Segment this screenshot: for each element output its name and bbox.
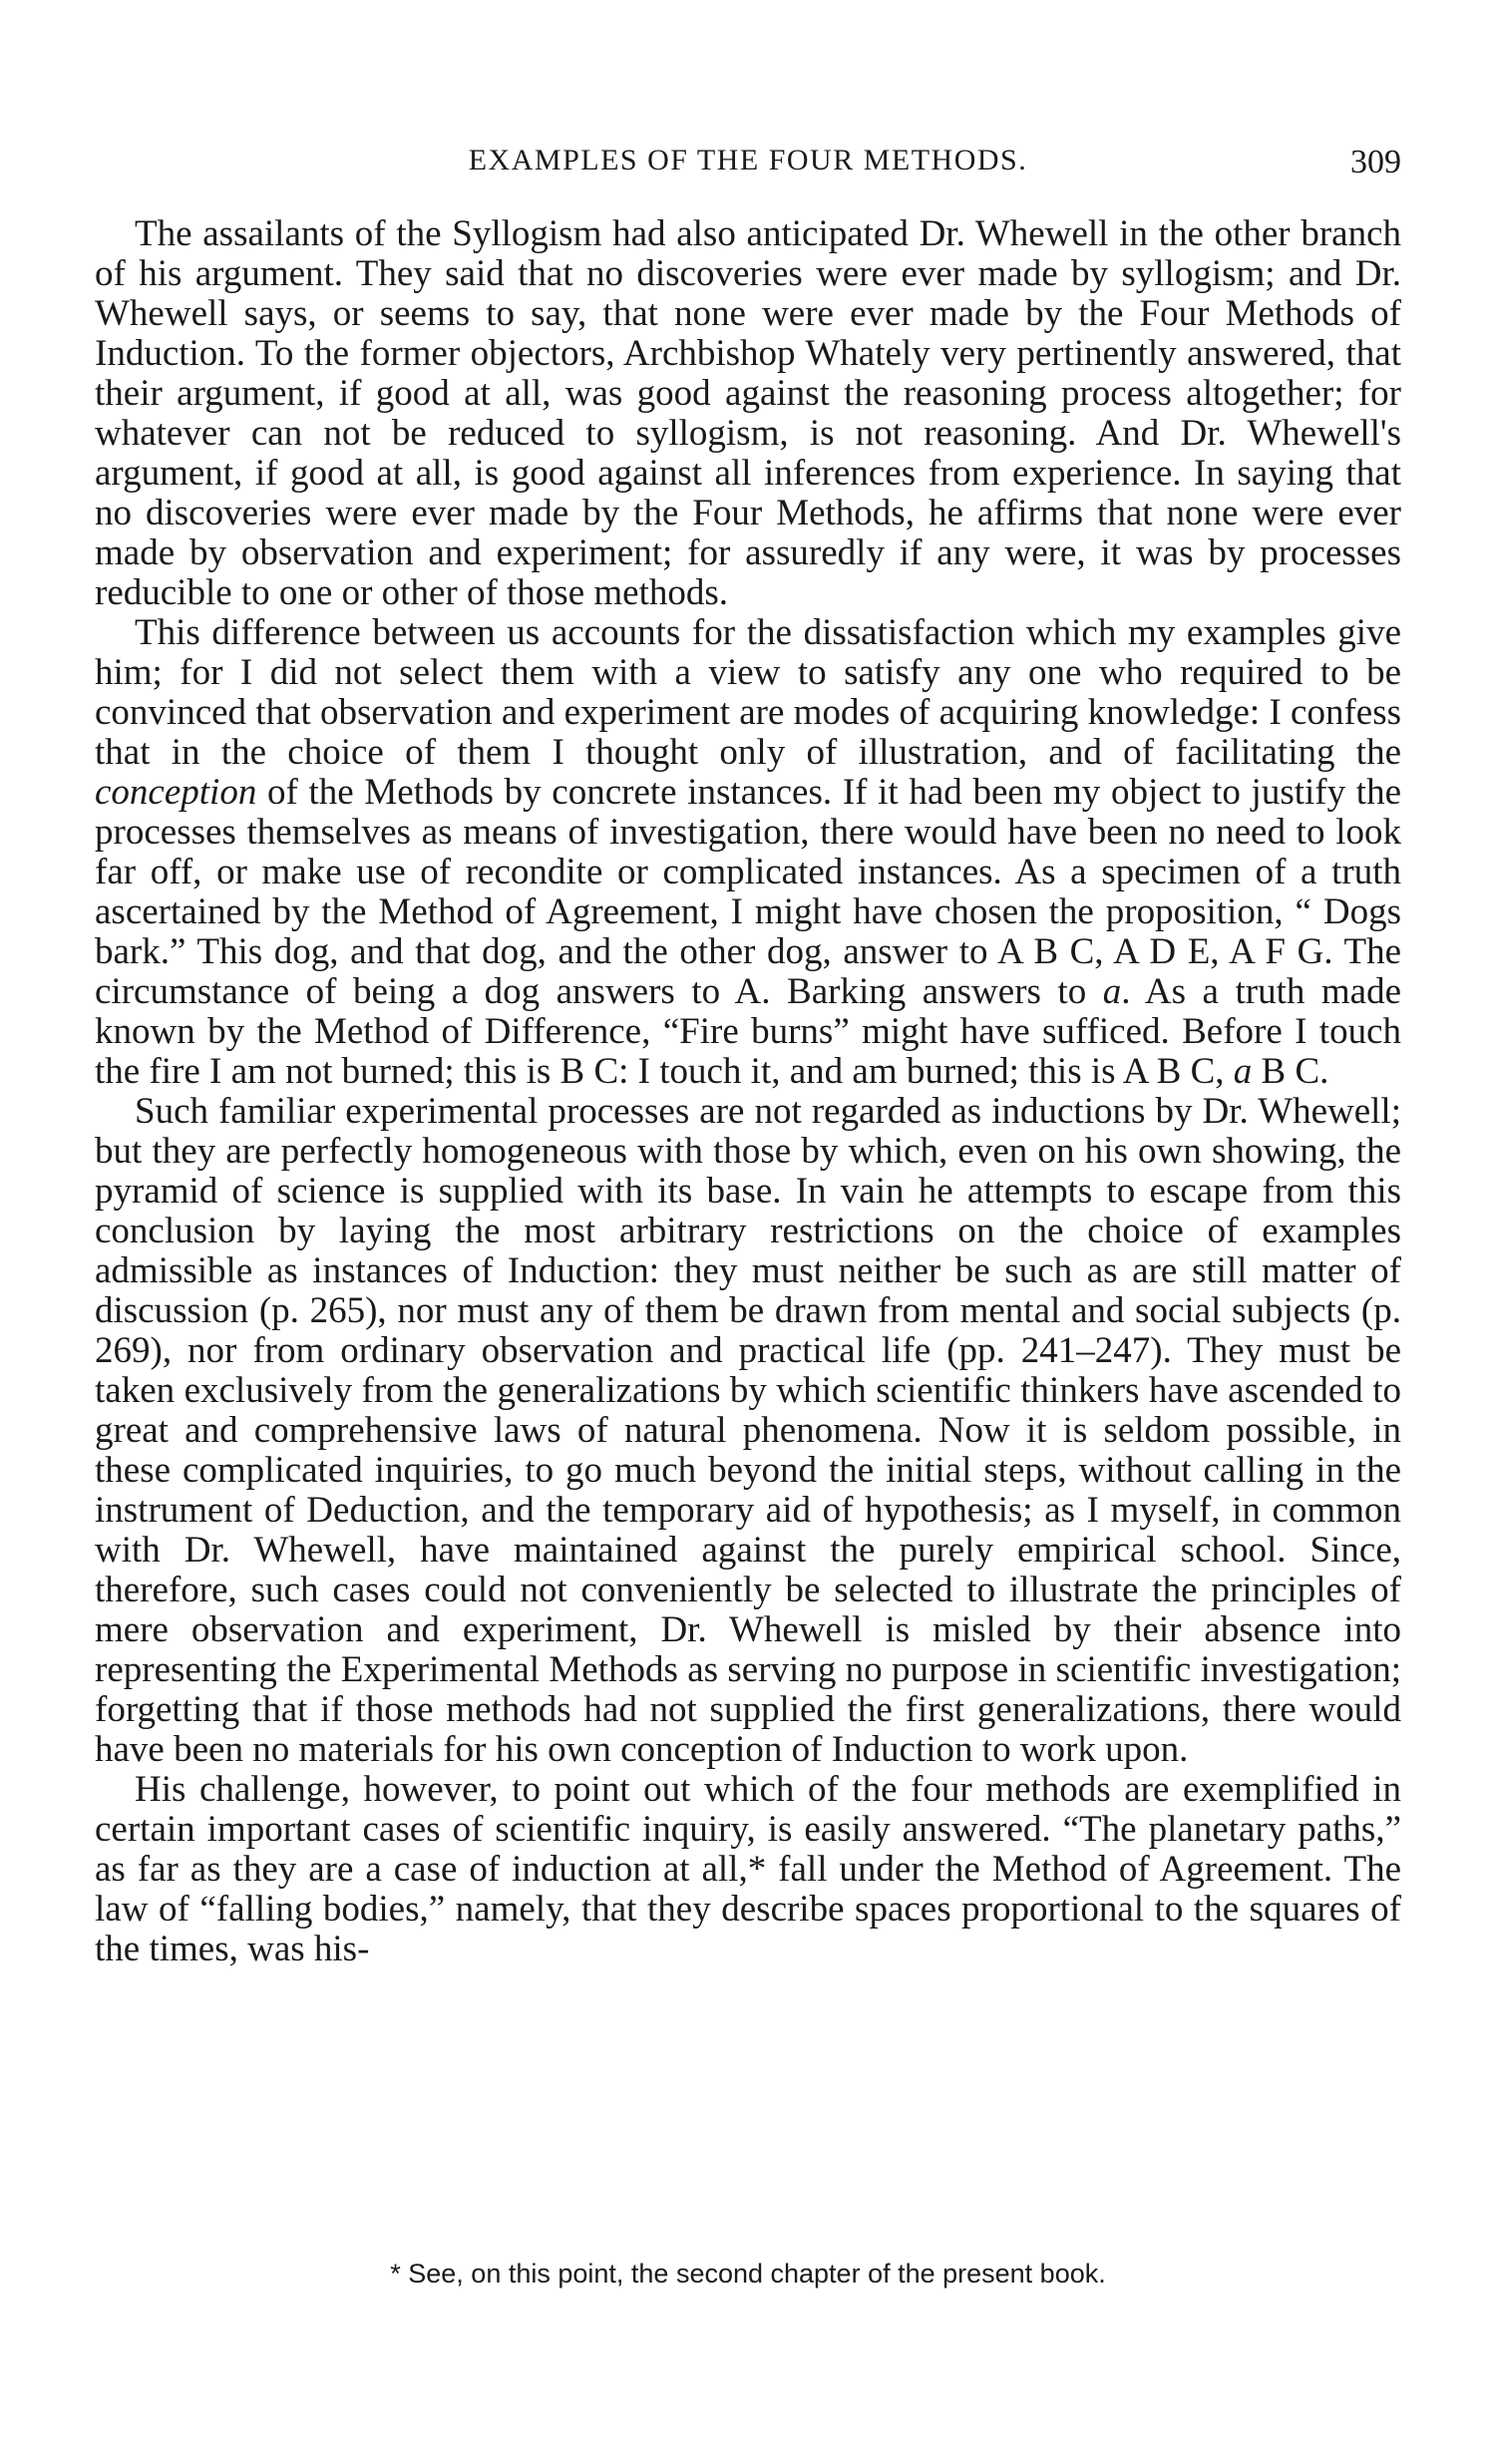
paragraph-1: The assailants of the Syllogism had also anticipated Dr. Whewell in the other branch of his argument. They said that no discoveries were ever made by syllogism; and Dr. Whewell says, or seems to say, that none were ever made by the Four Methods of Induction. To the former objectors, Archbishop Whately very pertinently answered, that their argument, if good at all, was good against the reasoning process altogether; for whatever can not be reduced to syllogism, is not reasoning. And Dr. Whewell's argument, if good at all, is good against all inferences from experience. In saying that no discoveries were ever made by the Four Methods, he affirms that none were ever made by observation and experiment; for assuredly if any were, it was by processes reducible to one or other of those methods.	[95, 213, 1401, 613]
running-head	[95, 140, 1401, 189]
paragraph-2-text-a: This difference between us accounts for the dissatisfaction which my examples give him; for I did not select them with a view to satisfy any one who required to be convinced that observation and experiment are modes of acquiring knowledge: I confess that in the choice of them I thought only of illustration, and of facilitating the	[95, 612, 1401, 773]
paragraph-2-text-c: . As a truth made known by the Method of Difference, “Fire burns” might have sufficed. Before I touch the fire I am not burned; this is B C: I touch it, and am burned; this is A B C,	[95, 971, 1401, 1092]
paragraph-2-text-b: of the Methods by concrete instances. If it had been my object to justify the processes themselves as means of investigation, there would have been no need to look far off, or make use of recondite or complicated instances. As a specimen of a truth ascertained by the Method of Agreement, I might have chosen the proposition, “ Dogs bark.” This dog, and that dog, and the other dog, answer to A B C, A D E, A F G. The circumstance of being a dog answers to A. Barking answers to	[95, 772, 1401, 1012]
paragraph-2-emphasis-a: a	[1102, 971, 1122, 1012]
paragraph-2-emphasis-conception: conception	[95, 772, 257, 813]
paragraph-3: Such familiar experimental processes are not regarded as inductions by Dr. Whewell; but they are perfectly homogeneous with those by which, even on his own showing, the pyramid of science is supplied with its base. In vain he attempts to escape from this conclusion by laying the most arbitrary restrictions on the choice of examples admissible as instances of Induction: they must neither be such as are still matter of discussion (p. 265), nor must any of them be drawn from mental and social subjects (p. 269), nor from ordinary observation and practical life (pp. 241–247). They must be taken exclusively from the generalizations by which scientific thinkers have ascended to great and comprehensive laws of natural phenomena. Now it is seldom possible, in these complicated inquiries, to go much beyond the initial steps, without calling in the instrument of Deduction, and the temporary aid of hypothesis; as I myself, in common with Dr. Whewell, have maintained against the purely empirical school. Since, therefore, such cases could not conveniently be selected to illustrate the principles of mere observation and experiment, Dr. Whewell is misled by their absence into representing the Experimental Methods as serving no purpose in scientific investigation; forgetting that if those methods had not supplied the first generalizations, there would have been no materials for his own conception of Induction to work upon.	[95, 1091, 1401, 1770]
running-title: EXAMPLES OF THE FOUR METHODS.	[468, 144, 1028, 176]
footnote: * See, on this point, the second chapter of the present book.	[390, 2259, 1106, 2288]
paragraph-2	[95, 613, 1401, 1092]
paragraph-2-text-d: B C.	[1252, 1051, 1329, 1092]
paragraph-4: His challenge, however, to point out which of the four methods are exemplified in certain important cases of scientific inquiry, is easily answered. “The planetary paths,” as far as they are a case of induction at all,* fall under the Method of Agreement. The law of “falling bodies,” namely, that they describe spaces proportional to the squares of the times, was his-	[95, 1769, 1401, 1969]
paragraph-2-emphasis-a-2: a	[1233, 1051, 1253, 1092]
body-text	[95, 214, 1401, 1969]
page-number: 309	[1350, 144, 1401, 180]
